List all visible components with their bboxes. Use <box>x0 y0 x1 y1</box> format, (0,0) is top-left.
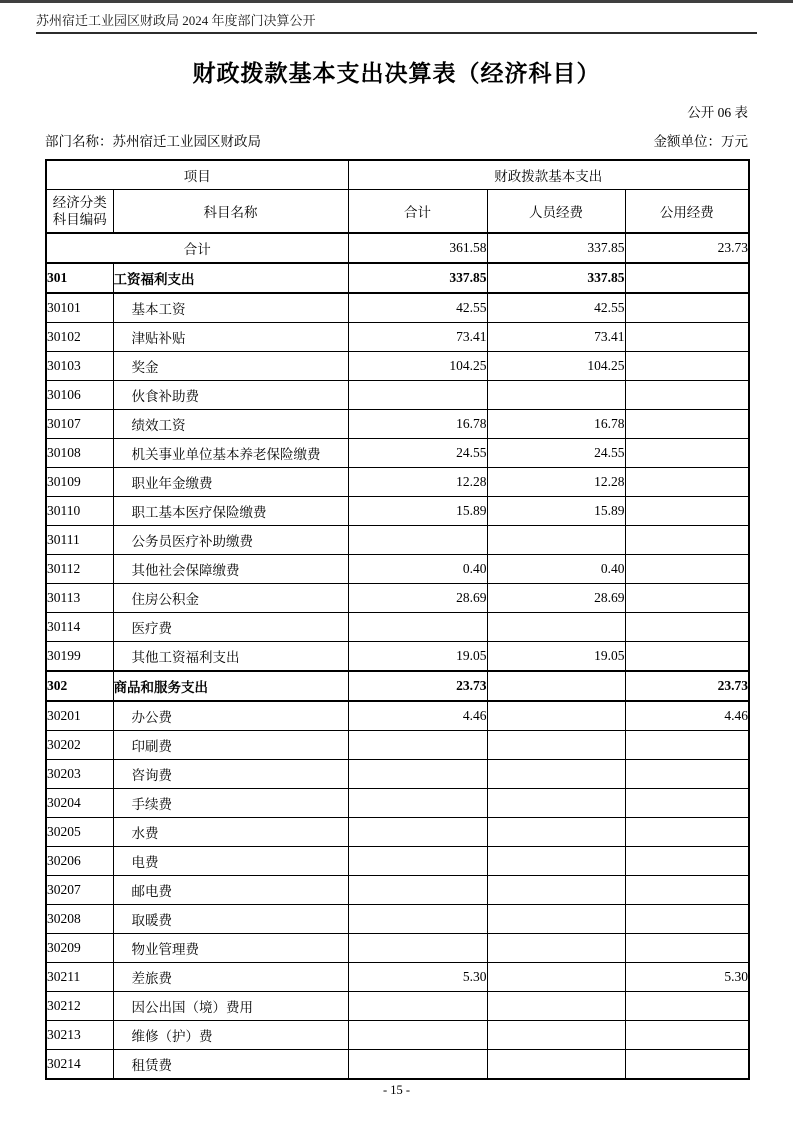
table-row <box>46 352 749 381</box>
row-personnel-cell: 19.05 <box>487 642 625 672</box>
row-personnel-cell: 0.40 <box>487 555 625 584</box>
row-personnel-cell <box>487 876 625 905</box>
row-public-cell <box>625 263 749 293</box>
row-total-cell <box>348 760 487 789</box>
table-row <box>46 671 749 701</box>
table-row <box>46 934 749 963</box>
table-row <box>46 1050 749 1080</box>
row-code-cell: 30110 <box>46 497 113 526</box>
row-total-cell <box>348 847 487 876</box>
row-code-cell: 302 <box>46 671 113 701</box>
header-subject-name: 科目名称 <box>113 190 348 234</box>
row-total-cell: 28.69 <box>348 584 487 613</box>
row-public-cell <box>625 439 749 468</box>
row-code-cell: 301 <box>46 263 113 293</box>
row-code-cell: 30207 <box>46 876 113 905</box>
row-name-cell: 职业年金缴费 <box>113 468 348 497</box>
row-personnel-cell: 12.28 <box>487 468 625 497</box>
row-name-cell: 奖金 <box>113 352 348 381</box>
row-public-cell <box>625 905 749 934</box>
row-public-cell <box>625 760 749 789</box>
row-personnel-cell <box>487 905 625 934</box>
header-group-fiscal-basic-expenditure: 财政拨款基本支出 <box>348 160 749 190</box>
department-name-label: 部门名称：苏州宿迁工业园区财政局 <box>45 134 261 149</box>
row-name-cell: 咨询费 <box>113 760 348 789</box>
row-total-cell <box>348 526 487 555</box>
row-code-cell: 30106 <box>46 381 113 410</box>
row-public-cell <box>625 1021 749 1050</box>
row-public-cell <box>625 497 749 526</box>
row-total-cell: 0.40 <box>348 555 487 584</box>
table-row <box>46 1021 749 1050</box>
row-total-cell: 12.28 <box>348 468 487 497</box>
row-total-cell <box>348 876 487 905</box>
row-code-cell: 30211 <box>46 963 113 992</box>
amount-unit-label: 金额单位：万元 <box>653 134 748 149</box>
row-code-cell: 30112 <box>46 555 113 584</box>
table-row <box>46 789 749 818</box>
table-row <box>46 876 749 905</box>
table-row <box>46 992 749 1021</box>
table-row <box>46 526 749 555</box>
row-code-cell: 30208 <box>46 905 113 934</box>
table-row <box>46 760 749 789</box>
row-personnel-cell: 337.85 <box>487 263 625 293</box>
row-total-cell: 337.85 <box>348 263 487 293</box>
row-code-cell: 30205 <box>46 818 113 847</box>
row-name-cell: 取暖费 <box>113 905 348 934</box>
row-public-cell <box>625 410 749 439</box>
row-public-cell <box>625 818 749 847</box>
header-economic-code <box>46 190 113 234</box>
row-public-cell <box>625 613 749 642</box>
table-row <box>46 497 749 526</box>
row-total-cell: 4.46 <box>348 701 487 731</box>
row-public-cell <box>625 1050 749 1080</box>
row-name-cell: 工资福利支出 <box>113 263 348 293</box>
document-header-note: 苏州宿迁工业园区财政局 2024 年度部门决算公开 <box>36 13 316 28</box>
row-total-cell <box>348 613 487 642</box>
table-body <box>46 233 749 1079</box>
row-code-cell: 30114 <box>46 613 113 642</box>
grand-total-public: 23.73 <box>625 233 749 263</box>
table-row <box>46 555 749 584</box>
row-code-cell: 30107 <box>46 410 113 439</box>
row-name-cell: 手续费 <box>113 789 348 818</box>
row-total-cell <box>348 1021 487 1050</box>
row-name-cell: 印刷费 <box>113 731 348 760</box>
row-total-cell: 5.30 <box>348 963 487 992</box>
row-code-cell: 30113 <box>46 584 113 613</box>
row-total-cell: 19.05 <box>348 642 487 672</box>
row-name-cell: 商品和服务支出 <box>113 671 348 701</box>
row-public-cell <box>625 352 749 381</box>
row-code-cell: 30108 <box>46 439 113 468</box>
row-personnel-cell <box>487 818 625 847</box>
row-public-cell <box>625 468 749 497</box>
table-row <box>46 323 749 352</box>
row-personnel-cell <box>487 381 625 410</box>
header-group-row <box>46 160 749 190</box>
row-personnel-cell <box>487 992 625 1021</box>
row-code-cell: 30204 <box>46 789 113 818</box>
row-personnel-cell: 73.41 <box>487 323 625 352</box>
row-personnel-cell: 42.55 <box>487 293 625 323</box>
table-row <box>46 410 749 439</box>
table-header <box>46 160 749 233</box>
table-row <box>46 381 749 410</box>
row-personnel-cell <box>487 701 625 731</box>
row-code-cell: 30111 <box>46 526 113 555</box>
grand-total-row <box>46 233 749 263</box>
row-name-cell: 医疗费 <box>113 613 348 642</box>
row-personnel-cell: 16.78 <box>487 410 625 439</box>
row-public-cell <box>625 789 749 818</box>
row-public-cell <box>625 381 749 410</box>
row-personnel-cell <box>487 789 625 818</box>
table-row <box>46 613 749 642</box>
grand-total-personnel: 337.85 <box>487 233 625 263</box>
row-total-cell <box>348 1050 487 1080</box>
row-total-cell: 24.55 <box>348 439 487 468</box>
header-columns-row <box>46 190 749 234</box>
row-public-cell: 4.46 <box>625 701 749 731</box>
row-name-cell: 维修（护）费 <box>113 1021 348 1050</box>
row-code-cell: 30212 <box>46 992 113 1021</box>
basic-expenditure-table <box>45 159 750 1080</box>
row-name-cell: 伙食补助费 <box>113 381 348 410</box>
row-name-cell: 基本工资 <box>113 293 348 323</box>
row-name-cell: 职工基本医疗保险缴费 <box>113 497 348 526</box>
table-row <box>46 731 749 760</box>
row-personnel-cell <box>487 1021 625 1050</box>
grand-total-total: 361.58 <box>348 233 487 263</box>
row-public-cell <box>625 526 749 555</box>
row-name-cell: 其他工资福利支出 <box>113 642 348 672</box>
row-total-cell: 15.89 <box>348 497 487 526</box>
header-personnel-funds: 人员经费 <box>487 190 625 234</box>
row-total-cell <box>348 905 487 934</box>
header-total: 合计 <box>348 190 487 234</box>
row-code-cell: 30103 <box>46 352 113 381</box>
header-group-project: 项目 <box>46 160 348 190</box>
row-personnel-cell <box>487 934 625 963</box>
row-personnel-cell <box>487 847 625 876</box>
row-total-cell: 104.25 <box>348 352 487 381</box>
row-name-cell: 津贴补贴 <box>113 323 348 352</box>
table-number-label: 公开 06 表 <box>687 105 748 120</box>
row-name-cell: 因公出国（境）费用 <box>113 992 348 1021</box>
header-economic-code-line2: 科目编码 <box>52 212 107 227</box>
row-name-cell: 租赁费 <box>113 1050 348 1080</box>
table-row <box>46 963 749 992</box>
row-personnel-cell <box>487 526 625 555</box>
row-public-cell <box>625 323 749 352</box>
row-name-cell: 差旅费 <box>113 963 348 992</box>
row-name-cell: 水费 <box>113 818 348 847</box>
row-code-cell: 30202 <box>46 731 113 760</box>
page-number: - 15 - <box>382 1083 411 1097</box>
row-total-cell <box>348 731 487 760</box>
row-code-cell: 30206 <box>46 847 113 876</box>
row-total-cell: 16.78 <box>348 410 487 439</box>
page-title: 财政拨款基本支出决算表（经济科目） <box>192 61 601 86</box>
row-name-cell: 公务员医疗补助缴费 <box>113 526 348 555</box>
table-row <box>46 701 749 731</box>
row-public-cell: 5.30 <box>625 963 749 992</box>
row-code-cell: 30109 <box>46 468 113 497</box>
table-row <box>46 905 749 934</box>
row-code-cell: 30203 <box>46 760 113 789</box>
row-personnel-cell <box>487 963 625 992</box>
table-section <box>36 101 757 1080</box>
table-row <box>46 293 749 323</box>
row-code-cell: 30199 <box>46 642 113 672</box>
row-name-cell: 机关事业单位基本养老保险缴费 <box>113 439 348 468</box>
row-personnel-cell <box>487 731 625 760</box>
table-row <box>46 847 749 876</box>
row-personnel-cell: 28.69 <box>487 584 625 613</box>
row-name-cell: 绩效工资 <box>113 410 348 439</box>
row-personnel-cell: 104.25 <box>487 352 625 381</box>
row-personnel-cell <box>487 760 625 789</box>
table-row <box>46 642 749 672</box>
row-total-cell <box>348 934 487 963</box>
row-total-cell <box>348 789 487 818</box>
row-personnel-cell: 24.55 <box>487 439 625 468</box>
row-public-cell <box>625 992 749 1021</box>
table-row <box>46 468 749 497</box>
row-total-cell <box>348 818 487 847</box>
row-code-cell: 30201 <box>46 701 113 731</box>
row-total-cell: 23.73 <box>348 671 487 701</box>
row-personnel-cell <box>487 1050 625 1080</box>
row-name-cell: 其他社会保障缴费 <box>113 555 348 584</box>
row-name-cell: 物业管理费 <box>113 934 348 963</box>
document-page <box>0 3 793 1080</box>
row-public-cell <box>625 555 749 584</box>
row-public-cell <box>625 731 749 760</box>
row-public-cell <box>625 934 749 963</box>
row-total-cell <box>348 992 487 1021</box>
table-row <box>46 263 749 293</box>
row-code-cell: 30102 <box>46 323 113 352</box>
table-row <box>46 818 749 847</box>
row-public-cell <box>625 642 749 672</box>
row-public-cell <box>625 293 749 323</box>
row-code-cell: 30213 <box>46 1021 113 1050</box>
row-public-cell <box>625 847 749 876</box>
row-personnel-cell: 15.89 <box>487 497 625 526</box>
table-row <box>46 439 749 468</box>
row-name-cell: 办公费 <box>113 701 348 731</box>
header-public-funds: 公用经费 <box>625 190 749 234</box>
row-name-cell: 邮电费 <box>113 876 348 905</box>
row-code-cell: 30101 <box>46 293 113 323</box>
header-divider <box>36 32 757 34</box>
row-total-cell: 42.55 <box>348 293 487 323</box>
row-total-cell: 73.41 <box>348 323 487 352</box>
row-name-cell: 住房公积金 <box>113 584 348 613</box>
row-name-cell: 电费 <box>113 847 348 876</box>
row-public-cell: 23.73 <box>625 671 749 701</box>
row-personnel-cell <box>487 613 625 642</box>
table-row <box>46 584 749 613</box>
grand-total-label: 合计 <box>46 233 348 263</box>
row-public-cell <box>625 876 749 905</box>
header-economic-code-line1: 经济分类 <box>52 195 107 210</box>
row-code-cell: 30214 <box>46 1050 113 1080</box>
row-personnel-cell <box>487 671 625 701</box>
table-meta-row <box>45 130 748 150</box>
row-code-cell: 30209 <box>46 934 113 963</box>
row-total-cell <box>348 381 487 410</box>
row-public-cell <box>625 584 749 613</box>
